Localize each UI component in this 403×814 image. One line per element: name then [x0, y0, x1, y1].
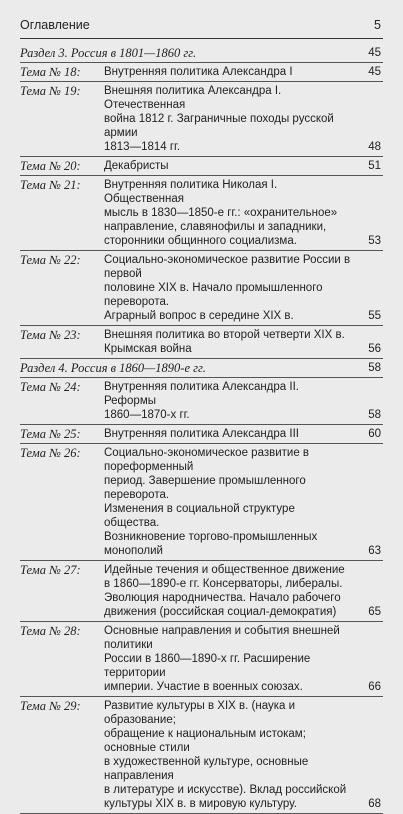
entry-title-line: Эволюция народничества. Начало рабочего — [104, 592, 341, 604]
entry-title-line: Развитие культуры в XIX в. (наука и образование; — [104, 700, 296, 726]
entry-title-line: Основные направления и события внешней политики — [104, 625, 340, 651]
topic-label: Тема № 21: — [20, 178, 81, 192]
entry-title — [104, 63, 383, 81]
entry-title-line: культуры XIX в. в мировую культуру. — [104, 798, 297, 810]
topic-label: Тема № 25: — [20, 427, 81, 441]
toc-topic-entry[interactable] — [20, 63, 383, 82]
entry-title — [104, 697, 383, 813]
entry-title-line: Внешняя политика Александра I. Отечественная — [104, 85, 282, 111]
entry-title-line: Социально-экономическое развитие в пореформенный — [104, 447, 310, 473]
entry-title — [104, 326, 383, 358]
entry-title — [104, 444, 383, 560]
entry-title-line: Аграрный вопрос в середине XIX в. — [104, 310, 294, 322]
entry-page-number: 60 — [368, 428, 381, 440]
entry-page-number: 45 — [368, 66, 381, 78]
entry-title-line: Внутренняя политика Александра I — [104, 66, 293, 78]
entry-title-line: Внешняя политика во второй четверти XIX в. — [104, 329, 345, 341]
entry-title — [104, 622, 383, 696]
entry-title-line: Крымская война — [104, 343, 192, 355]
toc-topic-entry[interactable] — [20, 82, 383, 157]
entry-title-line: Декабристы — [104, 160, 169, 172]
entry-title-line: движения (российская социал-демократия) — [104, 606, 337, 618]
toc-section-entry[interactable] — [20, 359, 383, 378]
entry-title — [104, 561, 383, 621]
entry-title-line: Изменения в социальной структуре общества. — [104, 503, 295, 529]
entry-page-number: 51 — [368, 160, 381, 172]
entry-title — [104, 251, 383, 325]
topic-label: Тема № 27: — [20, 563, 81, 577]
entry-title-line: империи. Участие в военных союзах. — [104, 681, 303, 693]
entry-title — [104, 176, 383, 250]
topic-label: Тема № 19: — [20, 84, 81, 98]
entry-title-line: война 1812 г. Заграничные походы русской армии — [104, 113, 334, 139]
page-number: 5 — [374, 18, 381, 32]
topic-label: Тема № 28: — [20, 624, 81, 638]
topic-label: Тема № 24: — [20, 380, 81, 394]
entry-title-line: половине XIX в. Начало промышленного переворота. — [104, 282, 323, 308]
entry-page-number: 53 — [368, 235, 381, 247]
topic-label: Тема № 22: — [20, 253, 81, 267]
toc-topic-entry[interactable] — [20, 176, 383, 251]
topic-label: Тема № 26: — [20, 446, 81, 460]
page-header — [20, 16, 383, 39]
toc-topic-entry[interactable] — [20, 622, 383, 697]
entry-page-number: 55 — [368, 310, 381, 322]
entry-title — [104, 157, 383, 175]
entry-page-number: 68 — [368, 798, 381, 810]
toc-topic-entry[interactable] — [20, 157, 383, 176]
topic-label: Тема № 18: — [20, 65, 81, 79]
entry-title-line: Внутренняя политика Александра III — [104, 428, 299, 440]
toc-topic-entry[interactable] — [20, 425, 383, 444]
entry-title-line: 1813—1814 гг. — [104, 141, 181, 153]
toc-topic-entry[interactable] — [20, 561, 383, 622]
topic-label: Тема № 23: — [20, 328, 81, 342]
entry-page-number: 58 — [368, 409, 381, 421]
page-title: Оглавление — [20, 18, 90, 32]
entry-title-line: в литературе и искусстве). Вклад российской — [104, 784, 347, 796]
toc-section-entry[interactable] — [20, 44, 383, 63]
entry-title-line: мысль в 1830—1850-е гг.: «охранительное» — [104, 207, 338, 219]
section-label: Раздел 3. Россия в 1801—1860 гг. — [20, 46, 197, 60]
entry-title-line: Внутренняя политика Александра II. Реформы — [104, 381, 299, 407]
entry-title-line: направление, славянофилы и западники, — [104, 221, 327, 233]
toc-topic-entry[interactable] — [20, 251, 383, 326]
entry-title-line: Внутренняя политика Николая I. Общественная — [104, 179, 278, 205]
topic-label: Тема № 20: — [20, 159, 81, 173]
toc-topic-entry[interactable] — [20, 444, 383, 561]
entry-title — [104, 82, 383, 156]
entry-title-line: обращение к национальным истокам; основные стили — [104, 728, 306, 754]
entry-page-number: 48 — [368, 141, 381, 153]
entry-title-line: Возникновение торгово-промышленных монополий — [104, 531, 318, 557]
entry-title-line: сторонники общинного социализма. — [104, 235, 297, 247]
table-of-contents — [20, 44, 383, 814]
entry-title — [104, 378, 383, 424]
entry-title-line: Социально-экономическое развитие России в первой — [104, 254, 351, 280]
entry-title-line: России в 1860—1890-х гг. Расширение территории — [104, 653, 311, 679]
entry-page-number: 58 — [368, 362, 381, 374]
entry-page-number: 56 — [368, 343, 381, 355]
entry-title-line: Идейные течения и общественное движение — [104, 564, 345, 576]
entry-page-number: 65 — [368, 606, 381, 618]
entry-title-line: 1860—1870-х гг. — [104, 409, 190, 421]
entry-page-number: 66 — [368, 681, 381, 693]
toc-topic-entry[interactable] — [20, 697, 383, 814]
entry-page-number: 45 — [368, 47, 381, 59]
entry-page-number: 63 — [368, 545, 381, 557]
entry-title-line: в художественной культуре, основные направления — [104, 756, 309, 782]
entry-title — [104, 425, 383, 443]
toc-topic-entry[interactable] — [20, 378, 383, 425]
toc-topic-entry[interactable] — [20, 326, 383, 359]
entry-title-line: период. Завершение промышленного переворота. — [104, 475, 306, 501]
section-label: Раздел 4. Россия в 1860—1890-е гг. — [20, 361, 206, 375]
entry-title-line: в 1860—1890-е гг. Консерваторы, либералы. — [104, 578, 343, 590]
topic-label: Тема № 29: — [20, 699, 81, 713]
